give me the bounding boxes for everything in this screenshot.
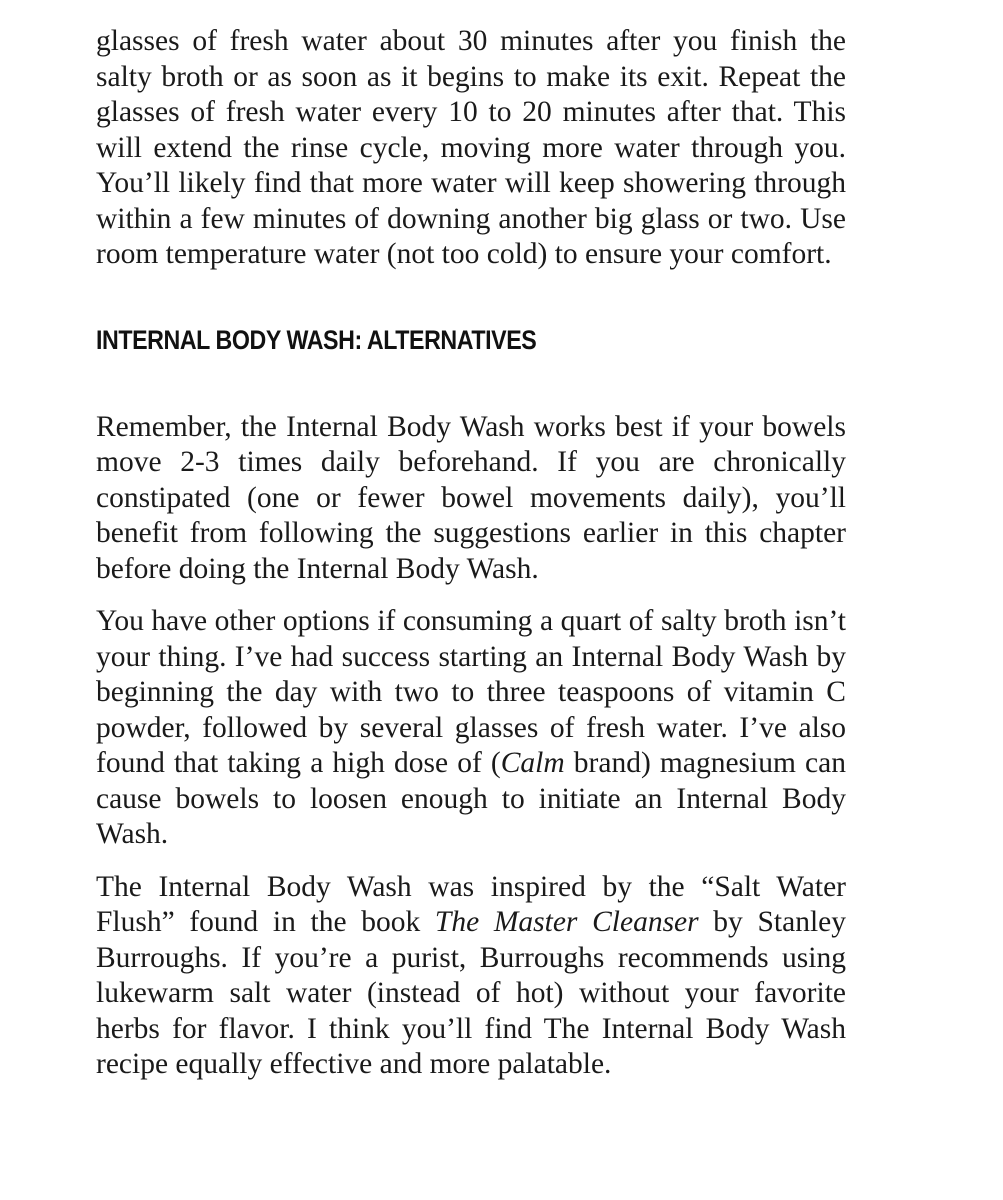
- paragraph-other-options-text-2: brand) magnesium can cause bowels to loosen enough to initiate an Internal Body Wash.: [96, 747, 846, 850]
- book-page: [96, 24, 846, 1083]
- book-title-italic: The Master Cleanser: [434, 906, 699, 938]
- paragraph-inspired-by-text-1: The Internal Body Wash was inspired by the “Salt Water Flush” found in the book: [96, 870, 846, 938]
- calm-brand-italic: Calm: [500, 747, 565, 779]
- paragraph-remember: Remember, the Internal Body Wash works best if your bowels move 2-3 times daily beforehand. If you are chronically constipated (one or fewer bowel movements daily), you’ll benefit from following the suggestions earlier in this chapter before doing the Internal Body Wash.: [96, 410, 846, 585]
- paragraph-other-options: [96, 604, 846, 853]
- intro-paragraph: glasses of fresh water about 30 minutes after you finish the salty broth or as soon as it begins to make its exit. Repeat the glasses of fresh water every 10 to 20 minutes after that. This will extend the rinse cycle, moving more water through you. You’ll likely find that more water will keep showering through within a few minutes of downing another big glass or two. Use room temperature water (not too cold) to ensure your comfort.: [96, 25, 846, 270]
- paragraph-inspired-by-text-2: by Stanley Burroughs. If you’re a purist, Burroughs recommends using lukewarm salt water (instead of hot) without your favorite herbs for flavor. I think you’ll find The Internal Body Wash recipe equally effective and more palatable.: [96, 906, 846, 1080]
- paragraph-inspired-by: [96, 870, 846, 1083]
- section-heading: INTERNAL BODY WASH: ALTERNATIVES: [96, 324, 537, 355]
- paragraph-other-options-text-1: You have other options if consuming a quart of salty broth isn’t your thing. I’ve had success starting an Internal Body Wash by beginning the day with two to three teaspoons of vitamin C powder, followed by several glasses of fresh water. I’ve also found that taking a high dose of (: [96, 605, 846, 779]
